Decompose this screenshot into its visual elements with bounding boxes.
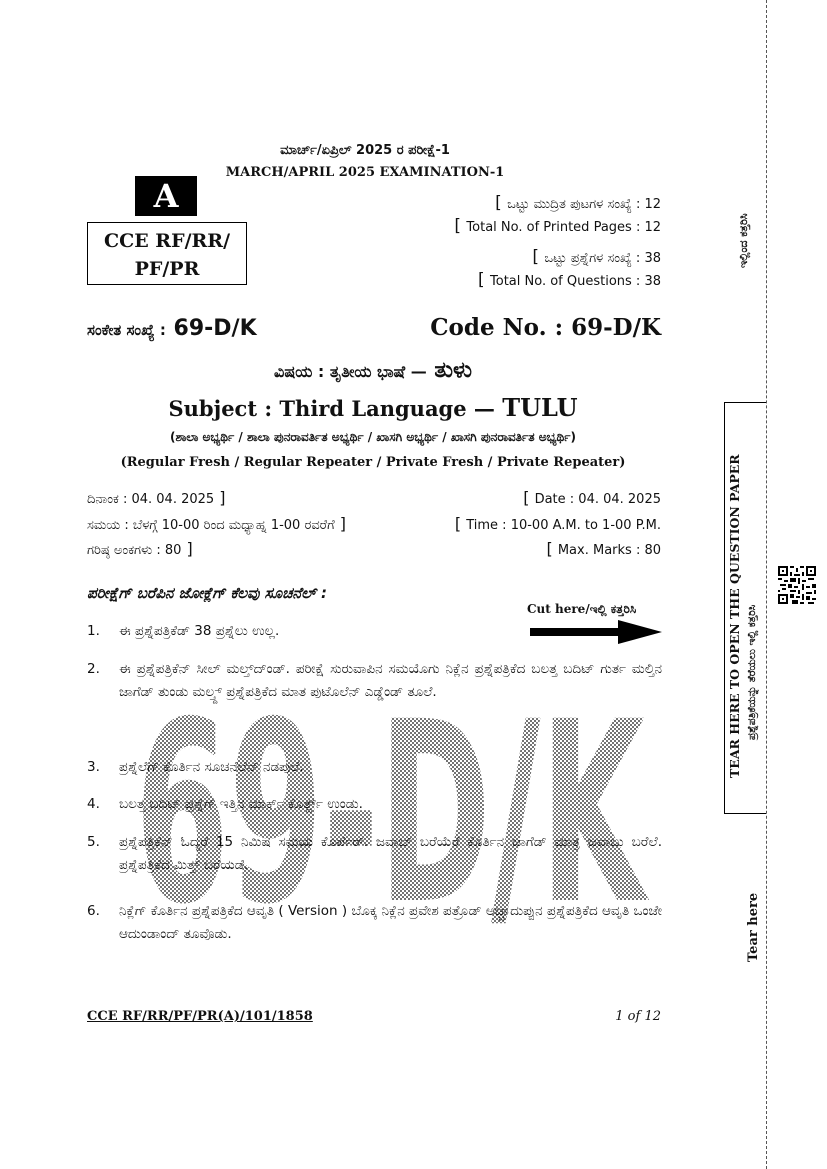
tear-here-label: Tear here (746, 892, 761, 962)
version-letter-box: A (135, 176, 197, 216)
printed-pages-english: [ Total No. of Printed Pages : 12 (454, 216, 661, 236)
course-code-line2: PF/PR (134, 258, 200, 280)
page-number: 1 of 12 (615, 1009, 661, 1024)
code-number-kannada: ಸಂಕೇತ ಸಂಖ್ಯೆ : 69-D/K (87, 316, 257, 341)
course-code-box (87, 222, 247, 285)
tear-line (766, 0, 767, 1169)
candidate-types-english: (Regular Fresh / Regular Repeater / Private Fresh / Private Repeater) (120, 455, 626, 470)
date-english: [ Date : 04. 04. 2025 (523, 488, 661, 507)
cut-here-side-kannada: ಇಲ್ಲಿಂದ ಕತ್ತರಿಸಿ (737, 213, 750, 268)
exam-title-kannada: ಮಾರ್ಚ್/ಏಪ್ರಿಲ್ 2025 ರ ಪರೀಕ್ಷೆ-1 (280, 143, 450, 158)
tear-here-instruction-english: TEAR HERE TO OPEN THE QUESTION PAPER (727, 454, 742, 778)
code-watermark (130, 640, 650, 940)
subject-english: Subject : Third Language — TULU (168, 393, 578, 422)
course-code-line1: CCE RF/RR/ (103, 230, 231, 252)
svg-text:69-D/K: 69-D/K (135, 668, 650, 940)
time-english: [ Time : 10-00 A.M. to 1-00 P.M. (454, 514, 661, 533)
code-number-english: Code No. : 69-D/K (430, 314, 661, 341)
date-kannada: ದಿನಾಂಕ : 04. 04. 2025 ] (87, 488, 226, 507)
questions-count-english: [ Total No. of Questions : 38 (477, 270, 661, 290)
instruction-item: 4. ಬಲತ್ತ ಬದಿಟ್ ಪ್ರಶ್ನೆಗ್ ಇತ್ತಿನ ಮಾರ್ಕ್ ಕೊರ್ತ್ದ್ ಉಂಡು. (87, 796, 363, 812)
max-marks-english: [ Max. Marks : 80 (546, 539, 661, 558)
candidate-types-kannada: (ಶಾಲಾ ಅಭ್ಯರ್ಥಿ / ಶಾಲಾ ಪುನರಾವರ್ತಿತ ಅಭ್ಯರ್ಥಿ / ಖಾಸಗಿ ಅಭ್ಯರ್ಥಿ / ಖಾಸಗಿ ಪುನರಾವರ್ತಿತ ಅಭ್ಯರ್ಥಿ) (170, 430, 576, 444)
instruction-item: 1. ಈ ಪ್ರಶ್ನೆಪತ್ರಿಕೆಡ್ 38 ಪ್ರಶ್ನೆಲು ಉಲ್ಲ. (87, 623, 280, 639)
instructions-title: ಪರೀಕ್ಷೆಗ್ ಬರೆಪಿನ ಜೋಕ್ಲೆಗ್ ಕೆಲವು ಸೂಚನೆಲ್ : (87, 584, 328, 602)
tear-here-instruction-kannada: ಪ್ರಶ್ನೆಪತ್ರಿಕೆಯನ್ನು ತೆರೆಯಲು ಇಲ್ಲಿ ಕತ್ತರಿಸಿ (746, 604, 758, 740)
instruction-item: 3. ಪ್ರಶ್ನೆಲೆಗ್ ಕೊರ್ತಿನ ಸೂಚನೆಲೆನ್ ನಡಪುಲೆ. (87, 759, 304, 775)
qr-code-icon (778, 566, 816, 604)
instruction-item: 2. ಈ ಪ್ರಶ್ನೆಪತ್ರಿಕೆನ್ ಸೀಲ್ ಮಲ್ತ್‌ದ್‌ಂಡ್. ಪರೀಕ್ಷೆ ಸುರುವಾಪಿನ ಸಮಯೊಗು ನಿಕ್ಲೆನ ಪ್ರಶ್ನೆಪತ್ರಿಕೆದ ಬಲತ್ತ ಬದಿಟ್ ಗುರ್ತ ಮಲ್ತಿನ ಜಾಗೆಡ್ ತುಂಡು ಮಲ್ತ್ದ್ ಪ್ರಶ್ನೆಪತ್ರಿಕೆದ ಮಾತ ಪುಟೊಲೆನ್ ಎಡ್ಡೆಂಡ್ ತೂಲೆ. (87, 661, 662, 700)
exam-title-english: MARCH/APRIL 2025 EXAMINATION-1 (225, 165, 505, 180)
max-marks-kannada: ಗರಿಷ್ಠ ಅಂಕಗಳು : 80 ] (87, 539, 193, 558)
printed-pages-kannada: [ ಒಟ್ಟು ಮುದ್ರಿತ ಪುಟಗಳ ಸಂಖ್ಯೆ : 12 (495, 193, 661, 213)
subject-kannada: ವಿಷಯ : ತೃತೀಯ ಭಾಷೆ — ತುಳು (274, 358, 472, 383)
instruction-item: 6. ನಿಕ್ಲೆಗ್ ಕೊರ್ತಿನ ಪ್ರಶ್ನೆಪತ್ರಿಕೆದ ಆವೃತಿ ( Version ) ಬೊಕ್ಕ ನಿಕ್ಲೆನ ಪ್ರವೇಶ ಪತ್ರೊಡ್ ಅಚ್ಚಾದುಪ್ಪುನ ಪ್ರಶ್ನೆಪತ್ರಿಕೆದ ಆವೃತಿ ಒಂಜೇ ಆದುಂಡಾಂದ್ ತೂವೊಡು. (87, 903, 662, 942)
cut-here-label: Cut here/ಇಲ್ಲಿ ಕತ್ತರಿಸಿ (527, 602, 637, 616)
instruction-item: 5. ಪ್ರಶ್ನೆಪತ್ರಿಕೆನ್ ಓದ್ಯರೆ 15 ನಿಮಿಷ ಸಮಯ ಕೊರ್ಪೆರ್. ಜವಾಬ್ ಬರೆಯೆರೆ ಕೊರ್ತಿನ ಜಾಗೆಡ್ ಮಾತ್ರ ಜವಾಬು ಬರೆಲೆ. ಪ್ರಶ್ನೆಪತ್ರಿಕೆದ ಮಿತ್ತ್ ಬರೆಯಡೆ. (87, 834, 662, 873)
time-kannada: ಸಮಯ : ಬೆಳಗ್ಗೆ 10-00 ರಿಂದ ಮಧ್ಯಾಹ್ನ 1-00 ರವರೆಗೆ ] (87, 514, 346, 533)
footer-code: CCE RF/RR/PF/PR(A)/101/1858 (87, 1009, 313, 1024)
questions-count-kannada: [ ಒಟ್ಟು ಪ್ರಶ್ನೆಗಳ ಸಂಖ್ಯೆ : 38 (532, 247, 661, 267)
